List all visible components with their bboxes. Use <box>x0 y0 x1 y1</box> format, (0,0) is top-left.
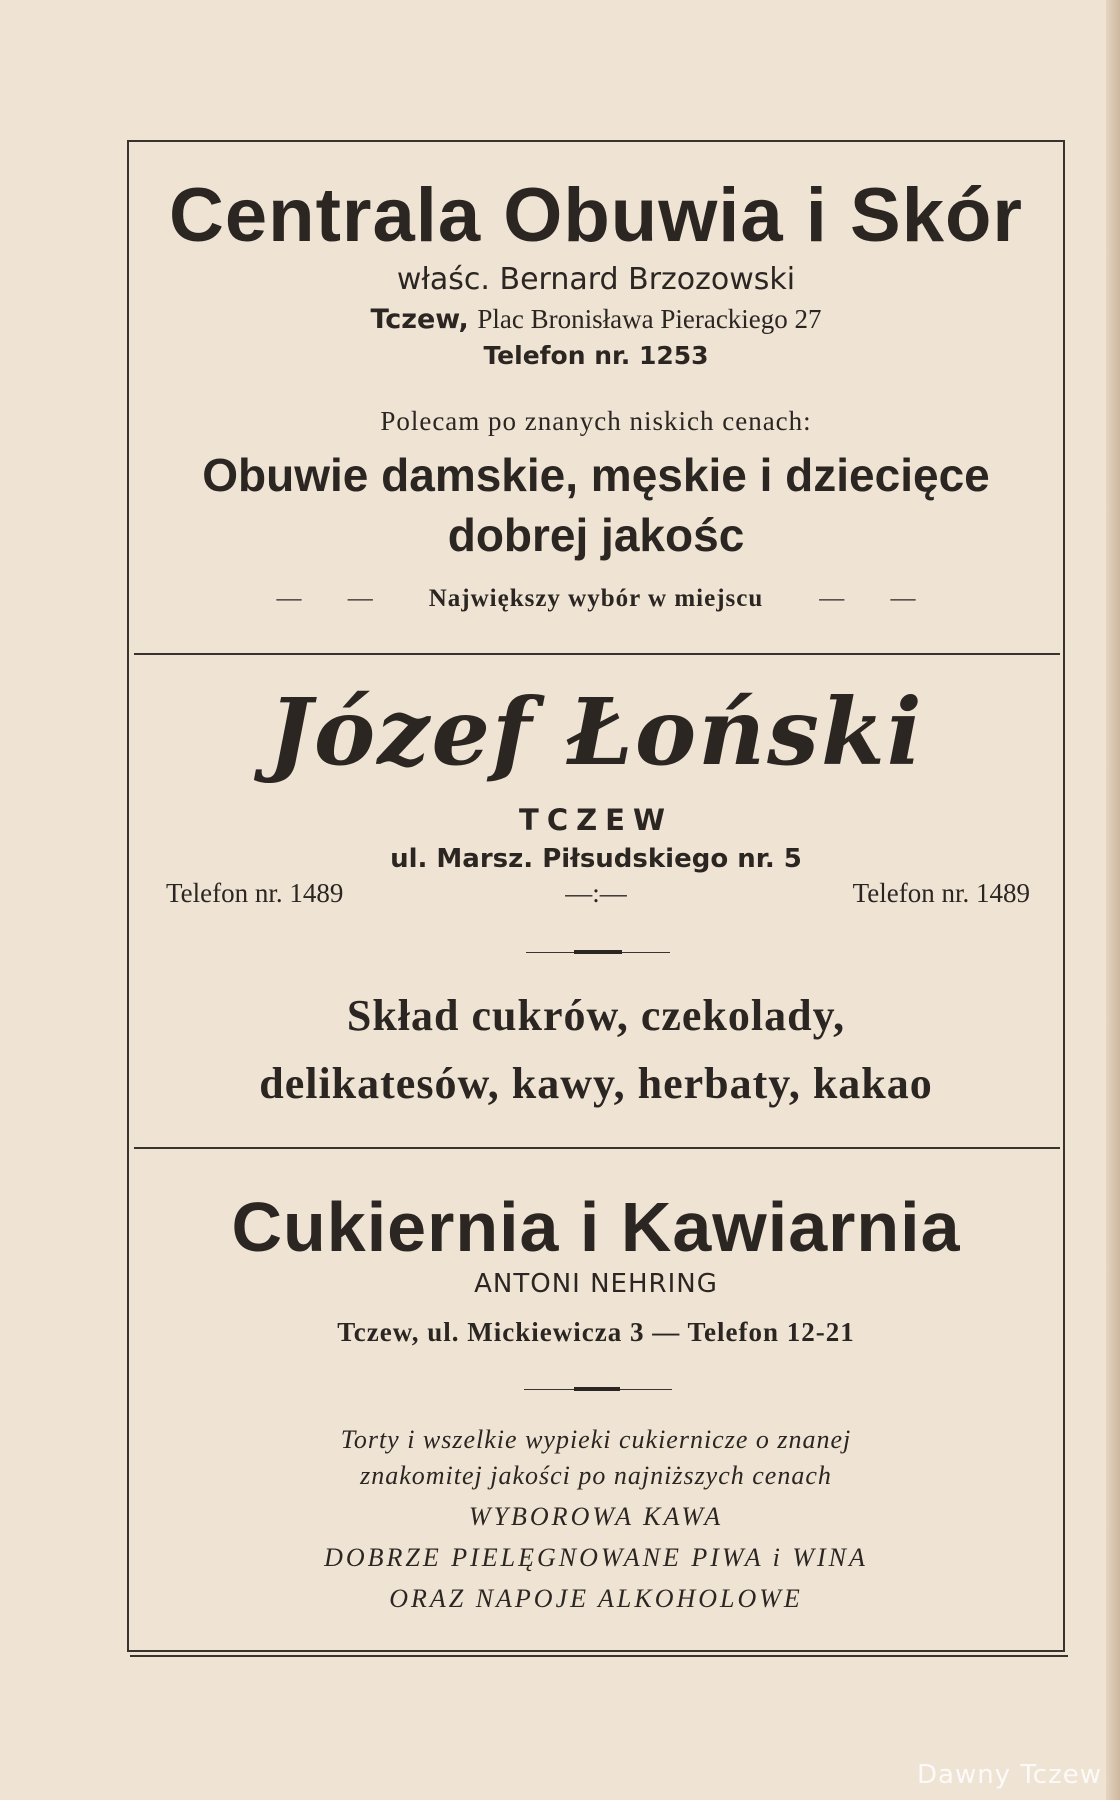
divider-1 <box>134 653 1060 655</box>
ad2-phone-left: Telefon nr. 1489 <box>166 878 344 908</box>
ad1-phone: Telefon nr. 1253 <box>483 341 709 370</box>
bottom-rule <box>130 1655 1068 1657</box>
divider-2 <box>134 1147 1060 1149</box>
watermark: Dawny Tczew <box>916 1760 1102 1790</box>
ad1-dash-right: — — <box>819 585 916 612</box>
ad1-intro: Polecam po znanych niskich cenach: <box>380 406 812 436</box>
ad3-desc1: Torty i wszelkie wypieki cukiernicze o znanej <box>340 1425 852 1454</box>
ad1-tagline: Największy wybór w miejscu <box>428 585 764 612</box>
ad3-desc5: ORAZ NAPOJE ALKOHOLOWE <box>389 1584 803 1613</box>
ad2-city: TCZEW <box>519 803 673 837</box>
ad1-dash-left: — — <box>276 585 373 612</box>
ad1-tagline-row <box>130 583 1062 613</box>
ad2-name: Józef Łoński <box>268 678 924 786</box>
ad1-title: Centrala Obuwia i Skór <box>169 173 1023 258</box>
ad3-desc3: WYBOROWA KAWA <box>468 1502 724 1531</box>
ad1-headline1: Obuwie damskie, męskie i dziecięce <box>202 449 990 501</box>
ad2-line2: delikatesów, kawy, herbaty, kakao <box>259 1059 933 1108</box>
ad1-city: Tczew, <box>370 304 469 335</box>
ad2-street: ul. Marsz. Piłsudskiego nr. 5 <box>390 844 802 874</box>
ad3-title: Cukiernia i Kawiarnia <box>231 1188 961 1266</box>
ad2-separator: —:— <box>565 878 627 908</box>
ad2-ornament-center <box>574 950 622 954</box>
ad1-address-line <box>130 304 1062 335</box>
ad3-owner: ANTONI NEHRING <box>474 1269 718 1299</box>
ad1-address: Plac Bronisława Pierackiego 27 <box>477 304 822 334</box>
ad1-headline2: dobrej jakośc <box>447 509 745 561</box>
ad3-desc4: DOBRZE PIELĘGNOWANE PIWA i WINA <box>324 1543 868 1572</box>
ad2-phone-right: Telefon nr. 1489 <box>852 878 1030 908</box>
ad2-line1: Skład cukrów, czekolady, <box>346 991 846 1040</box>
ad1-owner: właśc. Bernard Brzozowski <box>396 262 796 297</box>
ad3-address: Tczew, ul. Mickiewicza 3 — Telefon 12-21 <box>337 1317 855 1347</box>
ad3-desc2: znakomitej jakości po najniższych cenach <box>360 1461 832 1490</box>
ad3-ornament-center <box>574 1387 620 1391</box>
page-edge <box>1106 0 1120 1800</box>
